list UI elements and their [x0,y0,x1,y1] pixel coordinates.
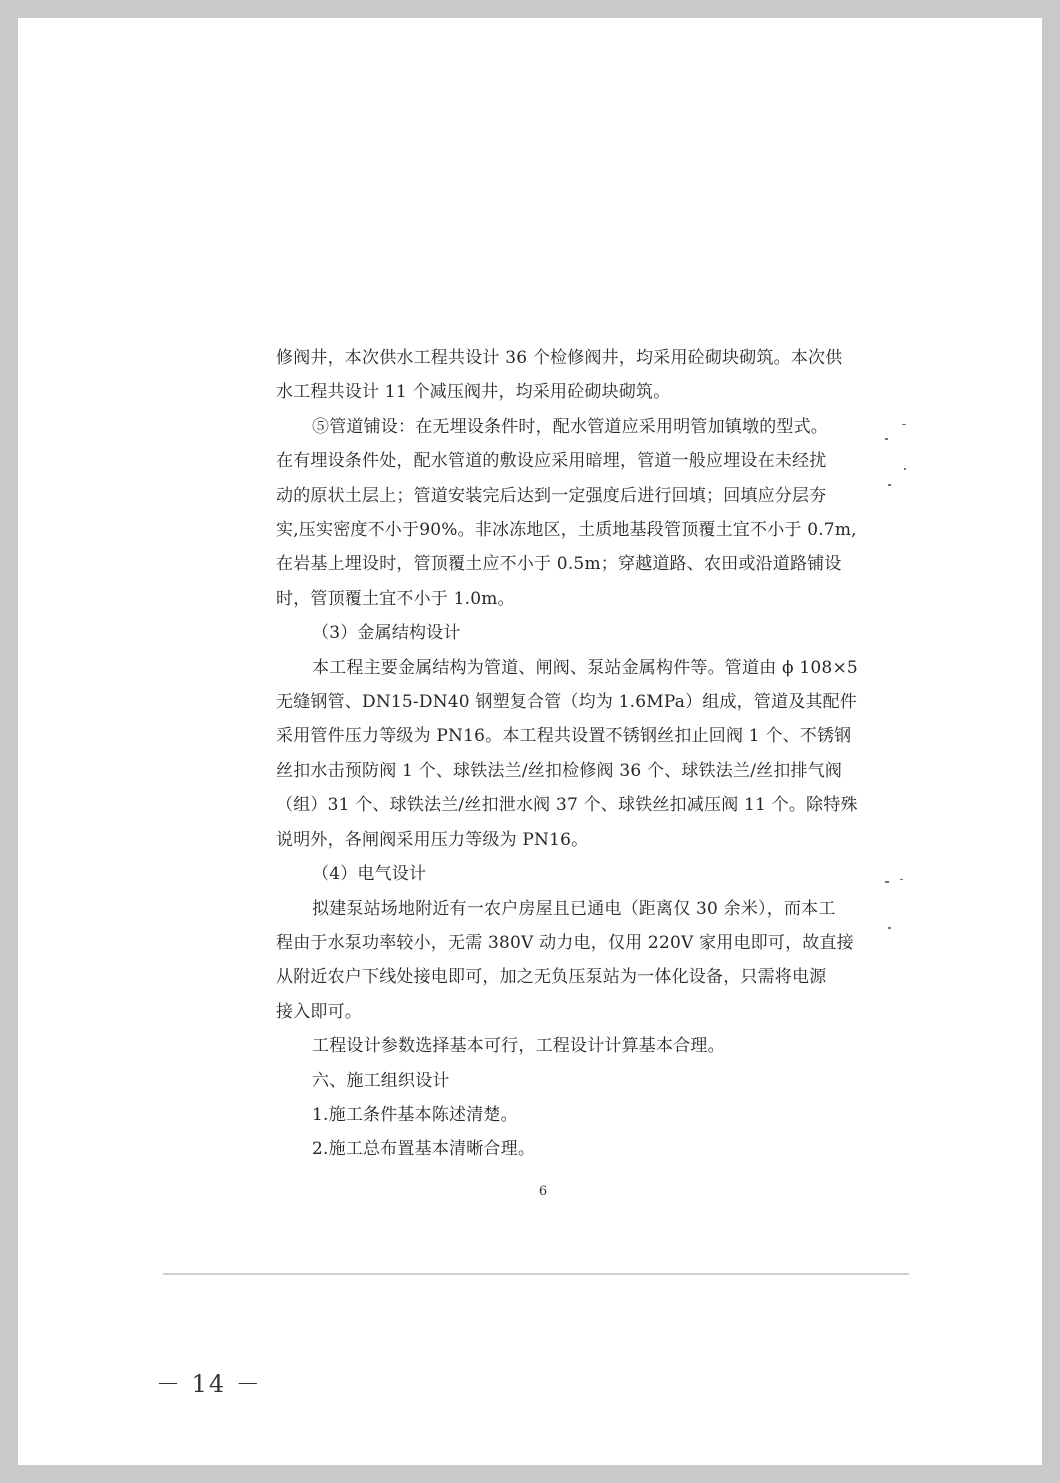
scan-speck [904,468,906,470]
body-line: （组）31 个、球铁法兰/丝扣泄水阀 37 个、球铁丝扣减压阀 11 个。除特殊 [276,795,858,816]
body-line: 本工程主要金属结构为管道、闸阀、泵站金属构件等。管道由 ϕ 108×5 [312,657,858,678]
scan-speck [888,484,891,486]
body-line: 工程设计参数选择基本可行，工程设计计算基本合理。 [312,1036,725,1057]
body-line: 水工程共设计 11 个减压阀井，均采用砼砌块砌筑。 [276,382,671,403]
body-line: 动的原状土层上；管道安装完后达到一定强度后进行回填；回填应分层夯 [276,485,827,506]
body-line: ⑤管道铺设：在无埋设条件时，配水管道应采用明管加镇墩的型式。 [312,416,828,437]
body-line: 实,压实密度不小于90%。非冰冻地区，土质地基段管顶覆土宜不小于 0.7m, [276,520,857,541]
body-line: 丝扣水击预防阀 1 个、球铁法兰/丝扣检修阀 36 个、球铁法兰/丝扣排气阀 [276,760,843,781]
scan-speck [900,879,903,880]
outer-page-number: － 14 － [156,1370,262,1398]
scan-speck [885,881,889,883]
body-line: 接入即可。 [276,1001,362,1022]
section-heading-electrical: （4）电气设计 [312,864,427,885]
body-line: 程由于水泵功率较小，无需 380V 动力电，仅用 220V 家用电即可，故直接 [276,932,854,953]
body-line: 从附近农户下线处接电即可，加之无负压泵站为一体化设备，只需将电源 [276,967,827,988]
document-page [18,18,1042,1465]
body-line: 修阀井，本次供水工程共设计 36 个检修阀井，均采用砼砌块砌筑。本次供 [276,348,843,368]
body-line: 说明外，各闸阀采用压力等级为 PN16。 [276,829,589,850]
inner-page-number: 6 [538,1184,548,1199]
body-line: 采用管件压力等级为 PN16。本工程共设置不锈钢丝扣止回阀 1 个、不锈钢 [276,726,852,747]
body-line: 在岩基上埋设时，管顶覆土应不小于 0.5m；穿越道路、农田或沿道路铺设 [276,554,842,575]
scan-speck [902,424,906,425]
section-heading-construction: 六、施工组织设计 [312,1070,450,1091]
scan-speck [885,438,888,440]
body-line: 在有埋设条件处，配水管道的敷设应采用暗埋，管道一般应埋设在未经扰 [276,451,827,472]
body-line: 时，管顶覆土宜不小于 1.0m。 [276,588,515,609]
document-body [276,341,858,1167]
list-item: 1.施工条件基本陈述清楚。 [312,1104,518,1125]
scan-speck [888,927,891,929]
body-line: 拟建泵站场地附近有一农户房屋且已通电（距离仅 30 余米），而本工 [312,898,836,919]
list-item: 2.施工总布置基本清晰合理。 [312,1139,536,1160]
section-heading-metal-structure: （3）金属结构设计 [312,623,461,644]
body-line: 无缝钢管、DN15-DN40 钢塑复合管（均为 1.6MPa）组成，管道及其配件 [276,692,858,713]
divider-line [163,1273,909,1275]
